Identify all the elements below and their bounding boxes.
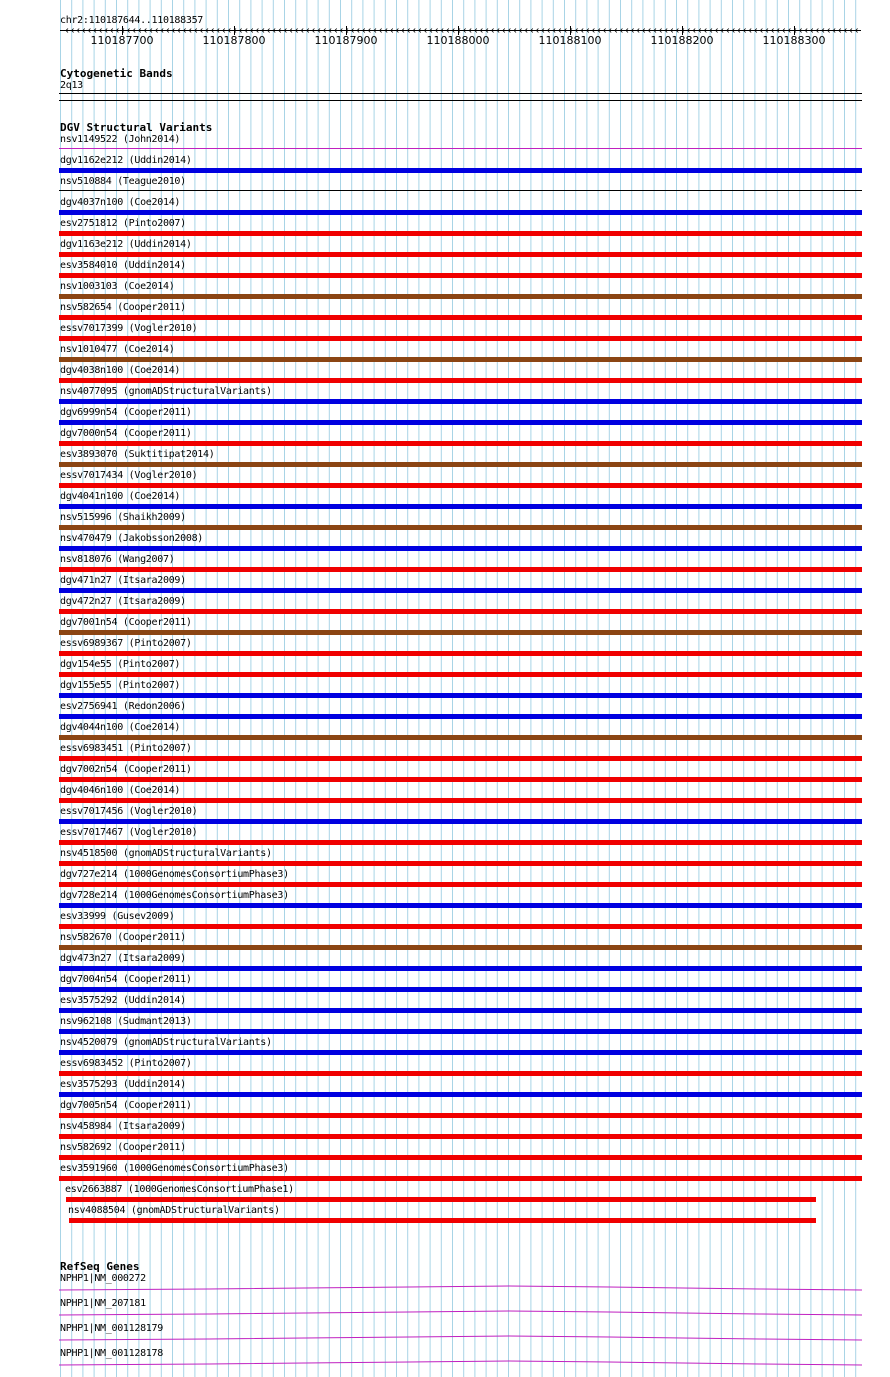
variant-label[interactable]: esv3591960 (1000GenomesConsortiumPhase3) [60,1163,289,1174]
variant-bar[interactable] [59,462,862,467]
variant-bar[interactable] [59,651,862,656]
variant-bar[interactable] [59,190,862,191]
variant-bar[interactable] [59,1071,862,1076]
gene-label[interactable]: NPHP1|NM_001128178 [60,1348,163,1359]
variant-bar[interactable] [59,525,862,530]
variant-bar[interactable] [59,693,862,698]
gene-model[interactable] [59,1304,863,1316]
variant-label[interactable]: dgv155e55 (Pinto2007) [60,680,181,691]
variant-label[interactable]: dgv7005n54 (Cooper2011) [60,1100,192,1111]
variant-bar[interactable] [59,609,862,614]
variant-label[interactable]: esv3584010 (Uddin2014) [60,260,186,271]
variant-label[interactable]: essv7017399 (Vogler2010) [60,323,198,334]
variant-bar[interactable] [59,924,862,929]
ruler-tick-label: 110188200 [650,34,714,47]
variant-label[interactable]: nsv818076 (Wang2007) [60,554,175,565]
variant-bar[interactable] [59,567,862,572]
variant-bar[interactable] [59,1029,862,1034]
variant-label[interactable]: dgv7002n54 (Cooper2011) [60,764,192,775]
variant-label[interactable]: nsv582670 (Cooper2011) [60,932,186,943]
variant-label[interactable]: dgv473n27 (Itsara2009) [60,953,186,964]
variant-label[interactable]: esv2756941 (Redon2006) [60,701,186,712]
gene-intron-line [59,1311,862,1315]
variant-bar[interactable] [59,483,862,488]
gene-intron-line [59,1361,862,1365]
variant-bar[interactable] [59,252,862,257]
variant-bar[interactable] [59,148,862,149]
gene-label[interactable]: NPHP1|NM_207181 [60,1298,146,1309]
variant-label[interactable]: nsv4077095 (gnomADStructuralVariants) [60,386,272,397]
variant-label[interactable]: essv6989367 (Pinto2007) [60,638,192,649]
variant-label[interactable]: esv33999 (Gusev2009) [60,911,175,922]
variant-label[interactable]: essv6983452 (Pinto2007) [60,1058,192,1069]
variant-bar[interactable] [59,357,862,362]
variant-label[interactable]: nsv4088504 (gnomADStructuralVariants) [68,1205,280,1216]
variant-bar[interactable] [59,714,862,719]
variant-label[interactable]: essv6983451 (Pinto2007) [60,743,192,754]
variant-bar[interactable] [59,231,862,236]
variant-label[interactable]: esv3893070 (Suktitipat2014) [60,449,215,460]
variant-label[interactable]: essv7017467 (Vogler2010) [60,827,198,838]
ruler-tick-label: 110188100 [538,34,602,47]
variant-label[interactable]: nsv582654 (Cooper2011) [60,302,186,313]
ruler-tick-label: 110188000 [426,34,490,47]
variant-label[interactable]: nsv1149522 (John2014) [60,134,181,145]
variant-bar[interactable] [59,1176,862,1181]
variant-bar[interactable] [59,420,862,425]
variant-bar[interactable] [59,273,862,278]
variant-label[interactable]: esv2751812 (Pinto2007) [60,218,186,229]
variant-label[interactable]: dgv4046n100 (Coe2014) [60,785,181,796]
variant-label[interactable]: dgv728e214 (1000GenomesConsortiumPhase3) [60,890,289,901]
variant-bar[interactable] [59,735,862,740]
variant-label[interactable]: nsv470479 (Jakobsson2008) [60,533,204,544]
gene-model[interactable] [59,1279,863,1291]
variant-bar[interactable] [59,882,862,887]
variant-bar[interactable] [59,630,862,635]
variant-label[interactable]: dgv4041n100 (Coe2014) [60,491,181,502]
cytoband-label[interactable]: 2q13 [60,80,83,91]
variant-label[interactable]: nsv4518500 (gnomADStructuralVariants) [60,848,272,859]
gene-intron-line [59,1286,862,1290]
variant-bar[interactable] [59,588,862,593]
ruler-tick-label: 110188300 [762,34,826,47]
gene-label[interactable]: NPHP1|NM_001128179 [60,1323,163,1334]
variant-bar[interactable] [59,336,862,341]
variant-bar[interactable] [59,1050,862,1055]
variant-label[interactable]: dgv471n27 (Itsara2009) [60,575,186,586]
variant-label[interactable]: esv3575293 (Uddin2014) [60,1079,186,1090]
variant-bar[interactable] [66,1197,816,1202]
variant-label[interactable]: dgv4044n100 (Coe2014) [60,722,181,733]
variant-label[interactable]: nsv1010477 (Coe2014) [60,344,175,355]
variant-bar[interactable] [59,1155,862,1160]
dgv-track-title[interactable]: DGV Structural Variants [60,121,213,134]
variant-label[interactable]: nsv1003103 (Coe2014) [60,281,175,292]
variant-bar[interactable] [59,315,862,320]
refseq-track-title[interactable]: RefSeq Genes [60,1260,140,1273]
cytoband-line [59,93,862,94]
variant-bar[interactable] [59,840,862,845]
variant-label[interactable]: nsv458984 (Itsara2009) [60,1121,186,1132]
variant-bar[interactable] [59,1134,862,1139]
variant-label[interactable]: esv3575292 (Uddin2014) [60,995,186,1006]
variant-bar[interactable] [59,945,862,950]
variant-bar[interactable] [69,1218,816,1223]
variant-bar[interactable] [59,1008,862,1013]
variant-bar[interactable] [59,966,862,971]
ruler-tick-label: 110187900 [314,34,378,47]
variant-bar[interactable] [59,546,862,551]
variant-label[interactable]: nsv4520079 (gnomADStructuralVariants) [60,1037,272,1048]
variant-label[interactable]: dgv7004n54 (Cooper2011) [60,974,192,985]
coordinate-ruler [0,0,890,60]
variant-bar[interactable] [59,378,862,383]
ruler-tick-label: 110187800 [202,34,266,47]
variant-bar[interactable] [59,756,862,761]
track-separator [59,100,862,101]
variant-bar[interactable] [59,294,862,299]
location-label: chr2:110187644..110188357 [60,15,204,26]
cytoband-track-title[interactable]: Cytogenetic Bands [60,67,173,80]
variant-label[interactable]: dgv727e214 (1000GenomesConsortiumPhase3) [60,869,289,880]
variant-bar[interactable] [59,168,862,173]
gene-model[interactable] [59,1354,863,1366]
variant-label[interactable]: nsv962108 (Sudmant2013) [60,1016,192,1027]
variant-bar[interactable] [59,399,862,404]
variant-label[interactable]: esv2663887 (1000GenomesConsortiumPhase1) [65,1184,294,1195]
gene-intron-line [59,1336,862,1340]
variant-label[interactable]: dgv4038n100 (Coe2014) [60,365,181,376]
ruler-tick-label: 110187700 [90,34,154,47]
variant-bar[interactable] [59,903,862,908]
variant-label[interactable]: nsv582692 (Cooper2011) [60,1142,186,1153]
variant-bar[interactable] [59,441,862,446]
variant-bar[interactable] [59,819,862,824]
variant-bar[interactable] [59,987,862,992]
variant-bar[interactable] [59,1113,862,1118]
variant-bar[interactable] [59,672,862,677]
variant-label[interactable]: dgv154e55 (Pinto2007) [60,659,181,670]
variant-bar[interactable] [59,798,862,803]
variant-bar[interactable] [59,777,862,782]
gene-model[interactable] [59,1329,863,1341]
variant-label[interactable]: dgv1162e212 (Uddin2014) [60,155,192,166]
variant-label[interactable]: nsv515996 (Shaikh2009) [60,512,186,523]
variant-bar[interactable] [59,504,862,509]
variant-label[interactable]: nsv510884 (Teague2010) [60,176,186,187]
variant-bar[interactable] [59,210,862,215]
variant-label[interactable]: essv7017456 (Vogler2010) [60,806,198,817]
variant-label[interactable]: dgv7001n54 (Cooper2011) [60,617,192,628]
variant-label[interactable]: dgv472n27 (Itsara2009) [60,596,186,607]
gene-label[interactable]: NPHP1|NM_000272 [60,1273,146,1284]
variant-bar[interactable] [59,861,862,866]
variant-label[interactable]: dgv6999n54 (Cooper2011) [60,407,192,418]
variant-bar[interactable] [59,1092,862,1097]
variant-label[interactable]: dgv4037n100 (Coe2014) [60,197,181,208]
variant-label[interactable]: dgv1163e212 (Uddin2014) [60,239,192,250]
variant-label[interactable]: dgv7000n54 (Cooper2011) [60,428,192,439]
variant-label[interactable]: essv7017434 (Vogler2010) [60,470,198,481]
